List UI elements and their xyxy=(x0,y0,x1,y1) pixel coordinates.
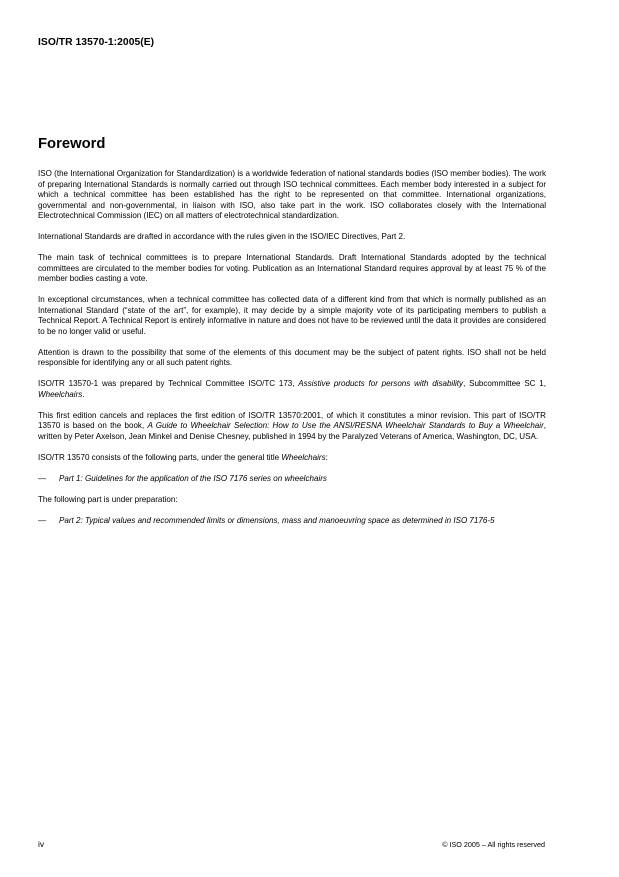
paragraph-prepared-by xyxy=(38,379,546,400)
dash-marker: — xyxy=(38,473,47,483)
dash-marker: — xyxy=(38,515,47,525)
edition-text-2: , written by Peter Axelson, Jean Minkel and Denise Chesney, published in 1994 by the Paralyzed Veterans of America, Washington, DC, USA. xyxy=(38,421,546,441)
list-item-part-2 xyxy=(38,516,546,527)
paragraph-patent: Attention is drawn to the possibility that some of the elements of this document may be the subject of patent rights. ISO shall not be held responsible for identifying any or all such patent rights. xyxy=(38,347,546,367)
page-number: iv xyxy=(38,839,45,849)
part-1-title: Part 1: Guidelines for the application of the ISO 7176 series on wheelchairs xyxy=(59,473,327,483)
paragraph-exceptional: In exceptional circumstances, when a technical committee has collected data of a different kind from that which is normally published as an International Standard (“state of the art”, for example), it may decide by a simple majority vote of its participating members to publish a Technical Report. A Technical Report is entirely informative in nature and does not have to be reviewed until the data it provides are considered to be no longer valid or useful. xyxy=(38,295,546,336)
prepared-by-text-2: , Subcommittee SC 1, xyxy=(463,379,546,388)
list-item-part-1 xyxy=(38,474,546,485)
prepared-by-text-3: . xyxy=(82,389,85,399)
paragraph-directives: International Standards are drafted in accordance with the rules given in the ISO/IEC Directives, Part 2. xyxy=(38,232,406,241)
paragraph-parts xyxy=(38,453,546,464)
section-title: Foreword xyxy=(38,136,106,152)
paragraph-edition xyxy=(38,411,546,443)
subcommittee-title: Wheelchairs xyxy=(38,389,83,399)
paragraph-iso-intro: ISO (the International Organization for Standardization) is a worldwide federation of national standards bodies (ISO member bodies). The work of preparing International Standards is normally carried out through ISO technical committees. Each member body interested in a subject for which a technical committee has been established has the right to be represented on that committee. International organizations, governmental and non-governmental, in liaison with ISO, also take part in the work. ISO collaborates closely with the International Electrotechnical Commission (IEC) on all matters of electrotechnical standardization. xyxy=(38,169,546,220)
part-2-title: Part 2: Typical values and recommended limits or dimensions, mass and manoeuvring space as determined in ISO 7176-5 xyxy=(59,515,495,525)
paragraph-main-task: The main task of technical committees is to prepare International Standards. Draft International Standards adopted by the technical committees are circulated to the member bodies for voting. Publication as an International Standard requires approval by at least 75 % of the member bodies casting a vote. xyxy=(38,253,546,283)
document-id: ISO/TR 13570-1:2005(E) xyxy=(38,37,155,48)
parts-text-2: : xyxy=(325,452,328,462)
prepared-by-text-1: ISO/TR 13570-1 was prepared by Technical Committee ISO/TC 173, xyxy=(38,379,299,388)
paragraph-under-preparation: The following part is under preparation: xyxy=(38,494,178,504)
edition-text-1: This first edition cancels and replaces the first edition of ISO/TR 13570:2001, of which it constitutes a minor revision. This part of ISO/TR 13570 is based on the book, xyxy=(38,410,546,430)
general-title: Wheelchairs xyxy=(281,452,326,462)
copyright-notice: © ISO 2005 – All rights reserved xyxy=(442,840,545,849)
foreword-body xyxy=(38,169,546,537)
book-title: A Guide to Wheelchair Selection: How to Use the ANSI/RESNA Wheelchair Standards to Buy a Wheelchair xyxy=(147,421,544,430)
parts-text-1: ISO/TR 13570 consists of the following parts, under the general title xyxy=(38,452,282,462)
committee-title: Assistive products for persons with disability xyxy=(298,379,464,388)
